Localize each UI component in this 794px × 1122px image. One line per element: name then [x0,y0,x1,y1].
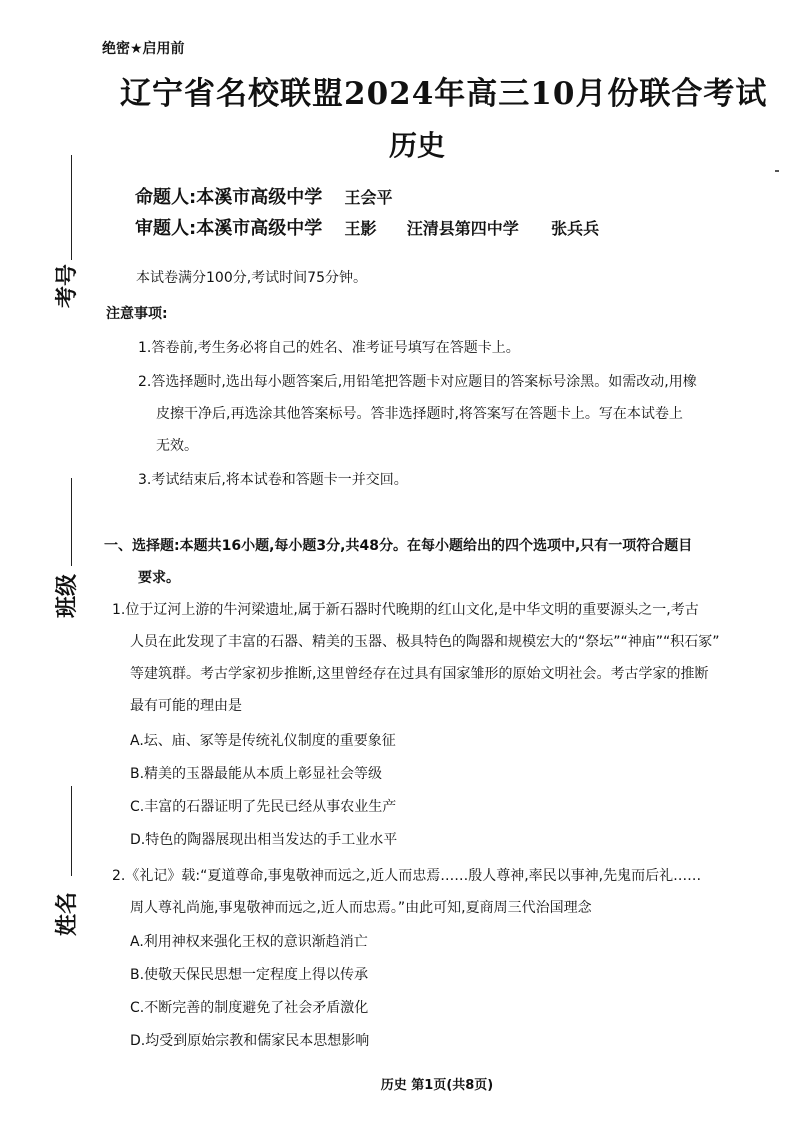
author-name: 王会平 [344,188,393,207]
q1-stem-line-3: 等建筑群。考古学家初步推断,这里曾经存在过具有国家雏形的原始文明社会。考古学家的推断 [130,666,709,682]
q2-option-c: C.不断完善的制度避免了社会矛盾激化 [130,1000,369,1016]
reviewer-name-2: 张兵兵 [551,219,600,238]
q1-option-a: A.坛、庙、冢等是传统礼仪制度的重要象征 [130,733,396,749]
q2-option-a: A.利用神权来强化王权的意识渐趋消亡 [130,934,368,950]
q2-option-b: B.使敬天保民思想一定程度上得以传承 [130,967,369,983]
exam-title: 辽宁省名校联盟2024年高三10月份联合考试 [120,76,768,112]
subject-title: 历史 [388,129,445,162]
page-footer: 历史 第1页(共8页) [380,1078,494,1093]
q1-stem-line-4: 最有可能的理由是 [130,698,242,714]
q1-option-b: B.精美的玉器最能从本质上彰显社会等级 [130,766,383,782]
q2-stem-line-1: 2.《礼记》载:“夏道尊命,事鬼敬神而远之,近人而忠焉……殷人尊神,率民以事神,先鬼而后礼…… [112,868,702,884]
reviewer-name: 王影 [344,219,377,238]
q1-stem-line-2: 人员在此发现了丰富的石器、精美的玉器、极具特色的陶器和规模宏大的“祭坛”“神庙”“积石冢” [130,634,720,650]
author-label: 命题人:本溪市高级中学 [135,187,323,208]
notice-item-2-end: 无效。 [156,438,198,454]
author-line-1 [135,183,393,209]
notice-item-3: 3.考试结束后,将本试卷和答题卡一并交回。 [138,472,408,488]
q2-option-d: D.均受到原始宗教和儒家民本思想影响 [130,1033,370,1049]
notice-item-2: 2.答选择题时,选出每小题答案后,用铅笔把答题卡对应题目的答案标号涂黑。如需改动,用橡 [138,374,697,390]
q1-stem-line-1: 1.位于辽河上游的牛河梁遗址,属于新石器时代晚期的红山文化,是中华文明的重要源头之一,考古 [112,602,699,618]
notice-item-1: 1.答卷前,考生务必将自己的姓名、准考证号填写在答题卡上。 [138,340,520,356]
scan-mark [775,170,779,172]
name-line [71,786,72,876]
section-heading: 一、选择题:本题共16小题,每小题3分,共48分。在每小题给出的四个选项中,只有一项符合题目 [104,538,693,554]
q1-option-d: D.特色的陶器展现出相当发达的手工业水平 [130,832,398,848]
exam-number-line [71,155,72,260]
reviewer-label: 审题人:本溪市高级中学 [135,218,323,239]
notice-title: 注意事项: [106,306,168,322]
name-label: 姓名 [55,891,80,936]
q1-option-c: C.丰富的石器证明了先民已经从事农业生产 [130,799,397,815]
author-line-2 [135,214,599,240]
reviewer-school-2: 汪清县第四中学 [406,219,519,238]
class-label: 班级 [55,573,80,618]
class-line [71,478,72,566]
section-heading-cont: 要求。 [138,570,180,586]
confidential-label: 绝密★启用前 [102,41,185,57]
q2-stem-line-2: 周人尊礼尚施,事鬼敬神而远之,近人而忠焉。”由此可知,夏商周三代治国理念 [130,900,592,916]
exam-number-label: 考号 [55,263,80,308]
notice-item-2-cont: 皮擦干净后,再选涂其他答案标号。答非选择题时,将答案写在答题卡上。写在本试卷上 [156,406,683,422]
exam-info: 本试卷满分100分,考试时间75分钟。 [136,270,367,286]
